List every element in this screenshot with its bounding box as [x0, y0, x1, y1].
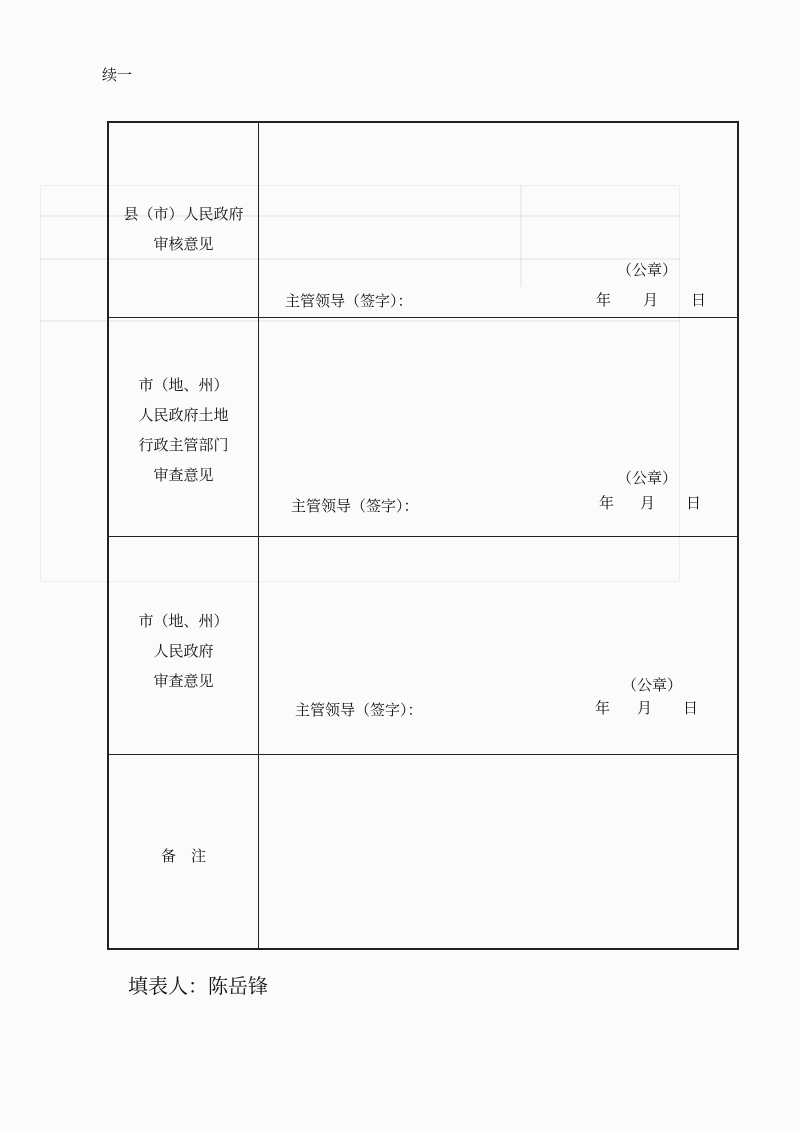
form-filler: 填表人：陈岳锋: [128, 974, 268, 998]
official-seal-label: （公章）: [617, 469, 678, 487]
official-seal-label: （公章）: [622, 676, 683, 694]
prefecture-land-review-label: [109, 370, 258, 490]
date-month: 月: [643, 291, 659, 309]
prefecture-government-review-label: [109, 606, 258, 696]
label-line: 审核意见: [153, 235, 214, 253]
official-seal-label: （公章）: [617, 261, 678, 279]
date-month: 月: [640, 494, 656, 512]
signer-label: 主管领导（签字）：: [295, 701, 423, 719]
label-line: 人民政府: [153, 642, 214, 660]
label-line: 人民政府土地: [138, 406, 229, 424]
label-line: 审查意见: [153, 466, 214, 484]
date-day: 日: [691, 291, 707, 309]
date-year: 年: [595, 699, 611, 717]
label-line: 市（地、州）: [138, 376, 229, 394]
signer-label: 主管领导（签字）：: [291, 497, 419, 515]
label-line: 县（市）人民政府: [123, 205, 244, 223]
row-divider: [109, 317, 737, 318]
remarks-label: [109, 841, 258, 871]
label-line: 审查意见: [153, 672, 214, 690]
signer-label: 主管领导（签字）：: [285, 292, 413, 310]
label-line: 行政主管部门: [138, 436, 229, 454]
date-day: 日: [683, 699, 699, 717]
row-divider: [109, 536, 737, 537]
row-divider: [109, 754, 737, 755]
county-review-label: [109, 199, 258, 259]
date-year: 年: [596, 291, 612, 309]
continued-label: 续一: [102, 66, 133, 84]
date-day: 日: [686, 494, 702, 512]
label-line: 市（地、州）: [138, 612, 229, 630]
date-month: 月: [637, 699, 653, 717]
label-line: 备 注: [160, 847, 206, 865]
review-opinion-table: [107, 121, 739, 950]
date-year: 年: [599, 494, 615, 512]
